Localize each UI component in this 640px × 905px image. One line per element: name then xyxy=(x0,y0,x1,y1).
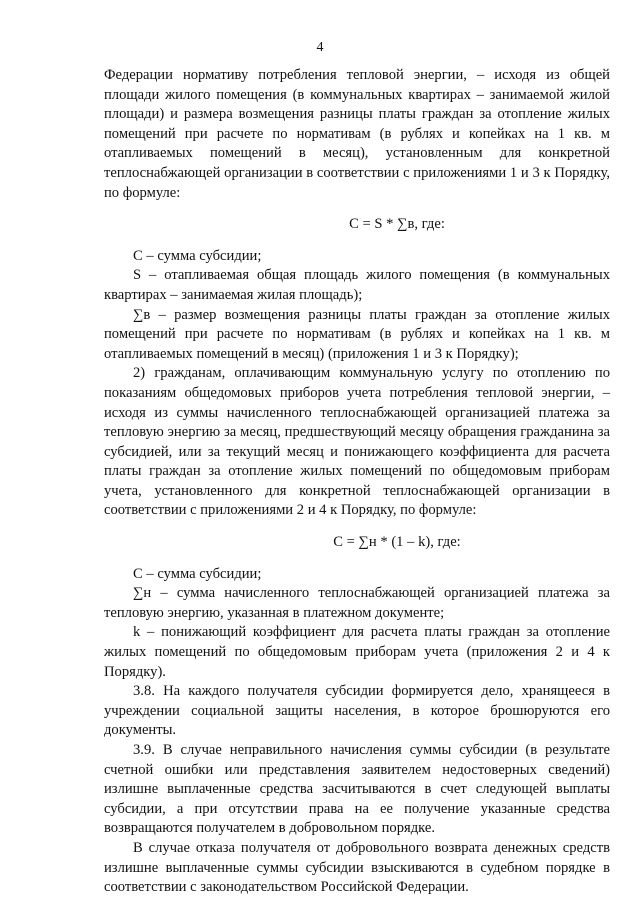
paragraph-item-2: 2) гражданам, оплачивающим коммунальную услугу по отоплению по показаниям общедомовых приборов учета потребления тепловой энергии, – исходя из суммы начисленного теплоснабжающей организацией платежа за тепловую энергию за месяц, предшествующий месяцу обращения гражданина за субсидией, или за текущий месяц и понижающего коэффициента для расчета платы граждан за отопление жилых помещений по общедомовым приборам учета, установленного для конкретной теплоснабжающей организации в соответствии с приложениями 2 и 4 к Порядку, по формуле: xyxy=(104,365,610,519)
paragraph-refund-refusal: В случае отказа получателя от добровольного возврата денежных средств излишне выплаченные суммы субсидии взыскиваются в судебном порядке в соответствии с законодательством Российской Федерации. xyxy=(104,839,610,896)
paragraph-3-9: 3.9. В случае неправильного начисления суммы субсидии (в результате счетной ошибки или представления заявителем недостоверных сведений) излишне выплаченные средства засчитываются в счет следующей выплаты субсидии, а при отсутствии права на ее получение указанные средства возвращаются получателем в добровольном порядке. xyxy=(104,742,610,837)
paragraph-def-sum-n: ∑н – сумма начисленного теплоснабжающей организацией платежа за тепловую энергию, указанная в платежном документе; xyxy=(104,585,610,621)
document-body xyxy=(104,66,610,898)
paragraph-def-sum-v: ∑в – размер возмещения разницы платы граждан за отопление жилых помещений при расчете по нормативам (в рублях и копейках на 1 кв. м отапливаемых помещений в месяц) (приложения 1 и 3 к Порядку); xyxy=(104,306,610,362)
paragraph-def-k: k – понижающий коэффициент для расчета платы граждан за отопление жилых помещений по общедомовым приборам учета (приложения 2 и 4 к Порядку). xyxy=(104,624,610,680)
paragraph-def-c-1: С – сумма субсидии; xyxy=(133,247,262,264)
paragraph-formula-intro-1: Федерации нормативу потребления тепловой энергии, – исходя из общей площади жилого помещения (в коммунальных квартирах – занимаемой жилой площади) и размера возмещения разницы платы граждан за отопление жилых помещений при расчете по нормативам (в рублях и копейках на 1 кв. м отапливаемых помещений в месяц), установленным для конкретной теплоснабжающей организации в соответствии с приложениями 1 и 3 к Порядку, по формуле: xyxy=(104,67,610,201)
formula-1: С = S * ∑в, где: xyxy=(349,216,445,233)
page-number: 4 xyxy=(316,40,324,55)
paragraph-3-8: 3.8. На каждого получателя субсидии формируется дело, хранящееся в учреждении социальной защиты населения, в которое брошюруются его документы. xyxy=(104,683,610,739)
formula-2: С = ∑н * (1 – k), где: xyxy=(333,534,461,551)
paragraph-def-s: S – отапливаемая общая площадь жилого помещения (в коммунальных квартирах – занимаемая жилая площадь); xyxy=(104,267,610,303)
paragraph-def-c-2: С – сумма субсидии; xyxy=(133,565,262,582)
